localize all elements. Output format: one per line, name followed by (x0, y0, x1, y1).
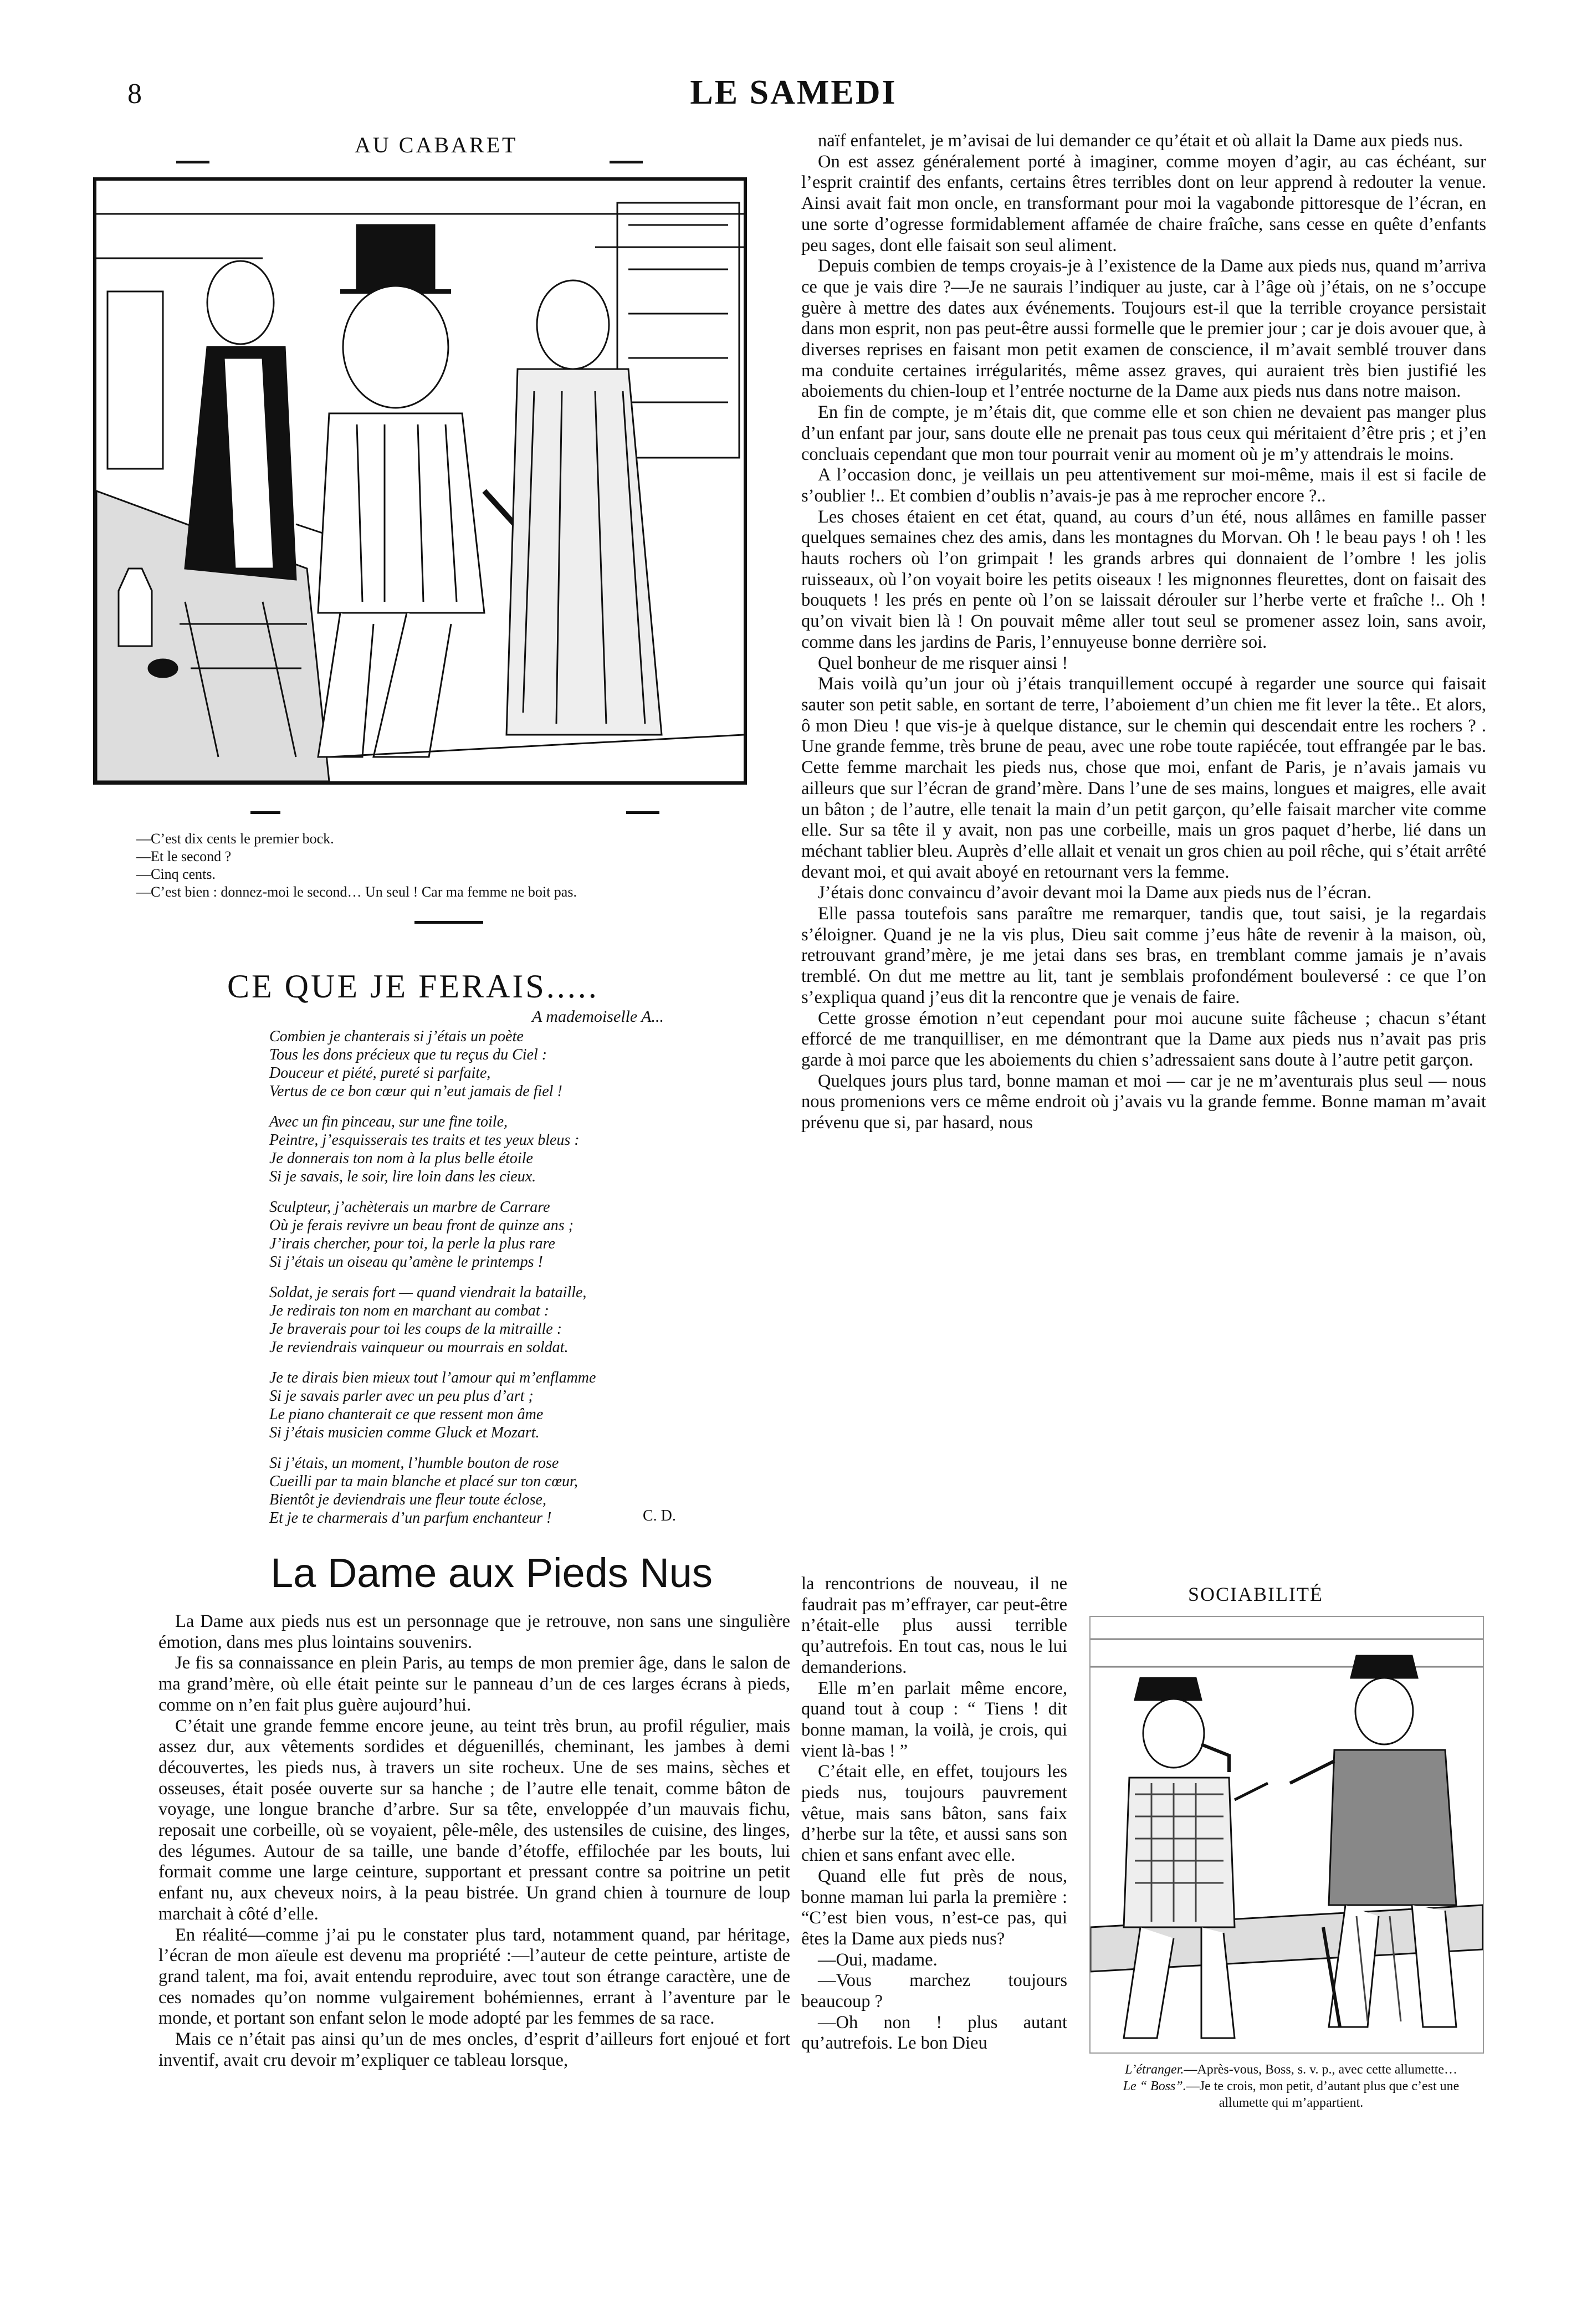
poem-stanza (269, 1198, 724, 1271)
story-paragraph: En fin de compte, je m’étais dit, que comme elle et son chien ne devaient pas manger plus d’un enfant par jour, sans doute elle ne prenait pas tous ceux qui méritaient d’être pris ; et j’en concluais cependant que mon tour pourrait venir au moment où je m’y attendrais le moins. (801, 402, 1486, 464)
story-paragraph: —Oh non ! plus autant qu’autrefois. Le bon Dieu (801, 2012, 1067, 2054)
poem-title: CE QUE JE FERAIS..... (227, 968, 599, 1005)
caption-line (1103, 2078, 1480, 2111)
story-paragraph: Quel bonheur de me risquer ainsi ! (818, 653, 1068, 673)
caption-dash (626, 811, 659, 814)
poem-line: Douceur et piété, pureté si parfaite, (269, 1064, 491, 1082)
story-paragraph: Elle m’en parlait même encore, quand tout à coup : “ Tiens ! dit bonne maman, la voilà, je crois, qui vient là-bas ! ” (801, 1678, 1067, 1761)
story-paragraph: C’était elle, en effet, toujours les pieds nus, toujours pauvrement vêtue, mais sans bâton, sans faix d’herbe sur la tête, et aussi sans son chien et sans enfant avec elle. (801, 1762, 1067, 1866)
poem-line: J’irais chercher, pour toi, la perle la plus rare (269, 1235, 555, 1252)
poem-line: Si j’étais un oiseau qu’amène le printemps ! (269, 1253, 543, 1271)
masthead: LE SAMEDI (690, 74, 897, 111)
section-divider (414, 921, 483, 924)
title-dash (610, 161, 643, 163)
poem-stanza (269, 1113, 724, 1186)
poem-line: Où je ferais revivre un beau front de quinze ans ; (269, 1217, 574, 1234)
speaker-label: L’étranger. (1124, 2062, 1184, 2077)
story-paragraph: naïf enfantelet, je m’avisai de lui demander ce qu’était et où allait la Dame aux pieds nus. (818, 131, 1463, 151)
cabaret-caption-2: —Et le second ? (136, 848, 232, 864)
story-paragraph: Elle passa toutefois sans paraître me remarquer, tandis que, tout saisi, je la regardais s’éloigner. Quand je ne la vis plus, Dieu sait comme j’eus hâte de revenir à la maison, où, retrouvant grand’mère, je me jetai dans ses bras, en tremblant comme jamais je n’avais tremblé. On dut me mettre au lit, tant je semblais profondément bouleversé : ce que l’on s’expliqua quand j’eus dit la rencontre que je venais de faire. (801, 904, 1486, 1007)
sociabilite-title: SOCIABILITÉ (1188, 1583, 1323, 1605)
poem-line: Je braverais pour toi les coups de la mitraille : (269, 1320, 562, 1338)
poem-signature: C. D. (643, 1507, 676, 1524)
poem-line: Cueilli par ta main blanche et placé sur ton cœur, (269, 1473, 578, 1490)
story-paragraph: la rencontrions de nouveau, il ne faudrait pas m’effrayer, car peut-être n’était-elle plus aussi terrible qu’autrefois. En tout cas, nous le lui demanderions. (801, 1574, 1067, 1677)
poem-line: Avec un fin pinceau, sur une fine toile, (269, 1113, 508, 1130)
story-narrow-column (801, 1574, 1067, 2054)
cabaret-caption-3: —Cinq cents. (136, 866, 216, 882)
story-paragraph: La Dame aux pieds nus est un personnage que je retrouve, non sans une singulière émotion, dans mes plus lointains souvenirs. (158, 1611, 790, 1652)
poem-line: Bientôt je deviendrais une fleur toute éclose, (269, 1491, 546, 1508)
poem-line: Sculpteur, j’achèterais un marbre de Carrare (269, 1199, 550, 1216)
cabaret-caption-4: —C’est bien : donnez-moi le second… Un seul ! Car ma femme ne boit pas. (136, 884, 577, 900)
poem-line: Vertus de ce bon cœur qui n’eut jamais de fiel ! (269, 1083, 562, 1100)
story-paragraph: A l’occasion donc, je veillais un peu attentivement sur moi-même, mais il est si facile de s’oublier !.. Et combien d’oublis n’avais-je pas à me reprocher encore ?.. (801, 465, 1486, 506)
page-number: 8 (127, 78, 142, 110)
caption-text: —Je te crois, mon petit, d’autant plus que c’est une allumette qui m’appartient. (1186, 2079, 1460, 2110)
story-right-column (801, 131, 1486, 1134)
poem-line: Soldat, je serais fort — quand viendrait la bataille, (269, 1284, 587, 1301)
story-left-column (158, 1611, 790, 2071)
story-paragraph: J’étais donc convaincu d’avoir devant moi la Dame aux pieds nus de l’écran. (818, 883, 1372, 903)
story-paragraph: Quand elle fut près de nous, bonne maman lui parla la première : “C’est bien vous, n’est-ce pas, qui êtes la Dame aux pieds nus? (801, 1866, 1067, 1949)
story-paragraph: Quelques jours plus tard, bonne maman et moi — car je ne m’aventurais plus seul — nous nous promenions vers ce même endroit où j’avais vu la grande femme. Bonne maman m’avait prévenu que si, par hasard, nous (801, 1071, 1486, 1133)
poem-dedication: A mademoiselle A... (532, 1007, 664, 1026)
story-paragraph: En réalité—comme j’ai pu le constater plus tard, notamment quand, par héritage, l’écran de mon aïeule est devenu ma propriété :—l’auteur de cette peinture, artiste de grand talent, ma foi, avait entendu reproduire, avec tout son étrange caractère, une de ces nomades qu’on nomme vulgairement bohémiennes, errant à l’aventure par le monde, et portant son enfant selon le mode adopté par les femmes de sa race. (158, 1924, 790, 2029)
poem-line: Je reviendrais vainqueur ou mourrais en soldat. (269, 1339, 569, 1356)
sociabilite-illustration (1089, 1616, 1484, 2054)
story-title: La Dame aux Pieds Nus (270, 1550, 713, 1596)
story-paragraph: Les choses étaient en cet état, quand, au cours d’un été, nous allâmes en famille passer quelques semaines chez des amis, dans les montagnes du Morvan. Oh ! le beau pays ! oh ! les hauts rochers où l’on grimpait ! les grands arbres qui donnaient de l’ombre ! les jolis ruisseaux, où l’on voyait boire les petits oiseaux ! les mignonnes fleurettes, dont on faisait des bouquets ! les prés en pente où l’on se laissait dérouler sur l’herbe verte et fraîche !.. Oh ! qu’on vivait bien là ! On pouvait même aller tout seul se promener assez loin, sans avoir, comme dans les jardins de Paris, l’ennuyeuse bonne derrière soi. (801, 506, 1486, 652)
poem-stanza (269, 1283, 724, 1356)
story-paragraph: Mais voilà qu’un jour où j’étais tranquillement occupé à regarder une source qui faisait sauter son petit sable, en sortant de terre, l’aboiement d’un chien me fit lever la tête.. Et alors, ô mon Dieu ! que vis-je à quelque distance, sur le chemin qui descendait entre les rochers ? . Une grande femme, très brune de peau, avec une robe toute rapiécée, tout effrangée par le bas. Cette femme marchait les pieds nus, chose que moi, enfant de Paris, je n’avais jamais vu ailleurs que sur l’écran de grand’mère. Dans l’une de ses mains, longues et maigres, elle avait un bâton ; de l’autre, elle tenait la main d’un petit garçon, qu’elle faisait marcher vite comme elle. Sur sa tête il y avait, non pas une corbeille, mais un gros paquet d’herbe, lié dans un méchant tablier bleu. Auprès d’elle allait et venait un gros chien au poil rêche, qui s’était arrêté devant moi, et qui avait aboyé en retournant vers la femme. (801, 674, 1486, 882)
caption-line (1103, 2061, 1480, 2078)
story-paragraph: —Oui, madame. (818, 1949, 938, 1970)
caption-dash (250, 811, 280, 814)
cabaret-illustration (93, 177, 747, 785)
poem-line: Combien je chanterais si j’étais un poète (269, 1028, 524, 1045)
sociabilite-drawing (1091, 1617, 1483, 2052)
poem-stanza (269, 1027, 724, 1100)
poem-line: Et je te charmerais d’un parfum enchanteur ! (269, 1509, 552, 1527)
speaker-label: Le “ Boss”. (1123, 2079, 1186, 2093)
caption-text: —Après-vous, Boss, s. v. p., avec cette allumette… (1184, 2062, 1458, 2077)
poem-line: Si je savais, le soir, lire loin dans les cieux. (269, 1168, 536, 1185)
cabaret-drawing (96, 181, 744, 781)
poem-line: Si je savais parler avec un peu plus d’art ; (269, 1388, 534, 1405)
poem-line: Si j’étais musicien comme Gluck et Mozart. (269, 1424, 540, 1441)
cabaret-title: AU CABARET (355, 132, 518, 157)
title-dash (176, 161, 209, 163)
story-paragraph: On est assez généralement porté à imaginer, comme moyen d’agir, au cas échéant, sur l’esprit craintif des enfants, certains êtres terribles dont on leur apprend à redouter la venue. Ainsi avait fait mon oncle, en transformant pour moi la vagabonde pittoresque de l’écran, en une sorte d’ogresse formidablement affamée de chaire fraîche, sans cesse en quête d’enfants peu sages, dont elle faisait son seul aliment. (801, 151, 1486, 255)
poem-stanza (269, 1369, 724, 1442)
poem-line: Si j’étais, un moment, l’humble bouton de rose (269, 1455, 559, 1472)
poem-line: Tous les dons précieux que tu reçus du Ciel : (269, 1046, 547, 1063)
story-paragraph: —Vous marchez toujours beaucoup ? (801, 1970, 1067, 2012)
poem-line: Je redirais ton nom en marchant au combat : (269, 1302, 549, 1319)
poem-line: Je donnerais ton nom à la plus belle étoile (269, 1150, 533, 1167)
story-paragraph: Mais ce n’était pas ainsi qu’un de mes oncles, d’esprit d’ailleurs fort enjoué et fort inventif, avait cru devoir m’expliquer ce tableau lorsque, (158, 2029, 790, 2070)
story-paragraph: Cette grosse émotion n’eut cependant pour moi aucune suite fâcheuse ; chacun s’étant efforcé de me tranquilliser, en me démontrant que la Dame aux pieds nus n’avait pas pris garde à moi parce que les aboiements du chien s’adressaient sans doute à l’autre petit garçon. (801, 1008, 1486, 1070)
story-paragraph: C’était une grande femme encore jeune, au teint très brun, au profil régulier, mais assez dur, aux vêtements sordides et déguenillés, cheminant, les jambes à demi découvertes, les pieds nus, à travers un site rocheux. Une de ses mains, sèches et osseuses, était posée ouverte sur sa hanche ; de l’autre elle tenait, comme bâton de voyage, une longue branche d’arbre. Sur sa tête, enveloppée d’un mauvais fichu, reposait une corbeille, où se voyaient, pêle-mêle, des ustensiles de cuisine, des linges, des légumes. Autour de sa taille, une bande d’étoffe, effilochée par les bouts, lui formait comme une large ceinture, supportant et pressant contre sa poitrine un petit enfant nu, aux cheveux noirs, à la peau bistrée. Un grand chien à tournure de loup marchait à côté d’elle. (158, 1716, 790, 1924)
poem-body (269, 1027, 724, 1539)
story-paragraph: Depuis combien de temps croyais-je à l’existence de la Dame aux pieds nus, quand m’arriva ce que je vais dire ?—Je ne saurais l’indiquer au juste, car à l’âge où j’étais, on ne s’occupe guère à mettre des dates aux événements. Toujours est-il que la terrible croyance persistait dans mon esprit, non pas peut-être aussi formelle que le premier jour ; car je dois avouer que, à diverses reprises en faisant mon petit examen de conscience, il m’avait semblé trouver dans ma conduite certaines irrégularités, même assez graves, qui auraient très bien justifié les aboiements du chien-loup et l’entrée nocturne de la Dame aux pieds nus dans notre maison. (801, 256, 1486, 402)
poem-line: Le piano chanterait ce que ressent mon âme (269, 1406, 544, 1423)
poem-line: Je te dirais bien mieux tout l’amour qui m’enflamme (269, 1369, 596, 1386)
sociabilite-caption (1103, 2061, 1480, 2111)
story-paragraph: Je fis sa connaissance en plein Paris, au temps de mon premier âge, dans le salon de ma grand’mère, où elle était peinte sur le panneau d’un de ces larges écrans à pieds, comme on n’en fait plus guère aujourd’hui. (158, 1653, 790, 1715)
poem-line: Peintre, j’esquisserais tes traits et tes yeux bleus : (269, 1132, 580, 1149)
cabaret-caption-1: —C’est dix cents le premier bock. (136, 831, 334, 847)
